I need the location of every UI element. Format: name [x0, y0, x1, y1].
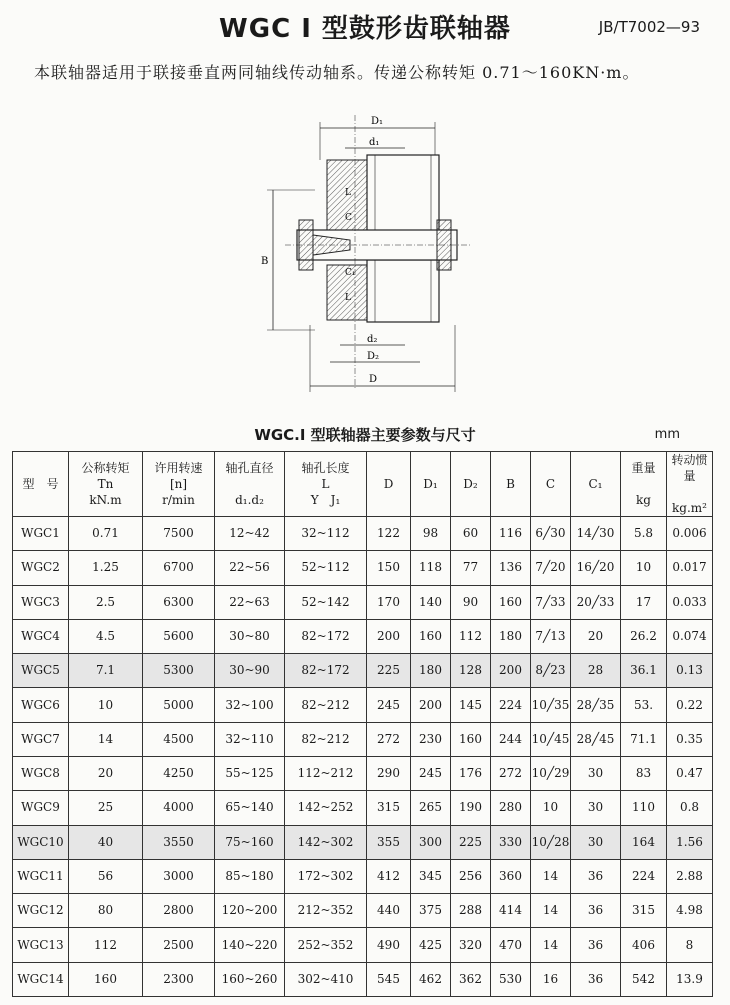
cell-inertia: 0.13	[667, 654, 713, 688]
cell-length: 52~142	[285, 585, 367, 619]
cell-D2: 60	[451, 517, 491, 551]
cell-B: 160	[491, 585, 531, 619]
cell-inertia: 0.35	[667, 722, 713, 756]
table-row	[13, 859, 713, 893]
cell-D1: 265	[411, 791, 451, 825]
cell-torque: 14	[69, 722, 143, 756]
standard-code: JB/T7002—93	[598, 18, 700, 36]
header-B: B	[491, 452, 531, 517]
cell-D2: 145	[451, 688, 491, 722]
cell-D1: 425	[411, 928, 451, 962]
cell-bore: 65~140	[215, 791, 285, 825]
table-row	[13, 551, 713, 585]
header-C: C	[531, 452, 571, 517]
cell-weight: 164	[621, 825, 667, 859]
cell-speed: 7500	[143, 517, 215, 551]
cell-D: 170	[367, 585, 411, 619]
cell-B: 200	[491, 654, 531, 688]
table-row	[13, 654, 713, 688]
cell-speed: 2800	[143, 894, 215, 928]
cell-D1: 200	[411, 688, 451, 722]
cell-length: 212~352	[285, 894, 367, 928]
cell-bore: 30~80	[215, 619, 285, 653]
cell-torque: 112	[69, 928, 143, 962]
cell-D2: 176	[451, 756, 491, 790]
cell-speed: 5300	[143, 654, 215, 688]
cell-torque: 20	[69, 756, 143, 790]
cell-C: 7╱13	[531, 619, 571, 653]
cell-C1: 20╱33	[571, 585, 621, 619]
cell-length: 142~252	[285, 791, 367, 825]
cell-model: WGC11	[13, 859, 69, 893]
cell-D: 200	[367, 619, 411, 653]
table-row	[13, 619, 713, 653]
coupling-drawing	[255, 100, 485, 400]
cell-weight: 83	[621, 756, 667, 790]
cell-length: 172~302	[285, 859, 367, 893]
cell-D1: 462	[411, 962, 451, 996]
cell-inertia: 1.56	[667, 825, 713, 859]
cell-length: 82~212	[285, 722, 367, 756]
cell-model: WGC8	[13, 756, 69, 790]
cell-C1: 16╱20	[571, 551, 621, 585]
cell-C1: 36	[571, 928, 621, 962]
cell-model: WGC6	[13, 688, 69, 722]
cell-C: 10╱28	[531, 825, 571, 859]
cell-model: WGC13	[13, 928, 69, 962]
cell-B: 224	[491, 688, 531, 722]
table-row	[13, 688, 713, 722]
cell-D: 245	[367, 688, 411, 722]
cell-inertia: 0.22	[667, 688, 713, 722]
cell-bore: 32~100	[215, 688, 285, 722]
cell-C1: 30	[571, 791, 621, 825]
cell-model: WGC12	[13, 894, 69, 928]
cell-D1: 245	[411, 756, 451, 790]
cell-inertia: 13.9	[667, 962, 713, 996]
cell-model: WGC5	[13, 654, 69, 688]
cell-C1: 36	[571, 859, 621, 893]
cell-length: 52~112	[285, 551, 367, 585]
cell-C1: 28╱45	[571, 722, 621, 756]
cell-D1: 345	[411, 859, 451, 893]
cell-length: 302~410	[285, 962, 367, 996]
cell-C1: 20	[571, 619, 621, 653]
cell-length: 82~172	[285, 654, 367, 688]
cell-D: 122	[367, 517, 411, 551]
cell-D2: 90	[451, 585, 491, 619]
cell-torque: 1.25	[69, 551, 143, 585]
cell-bore: 120~200	[215, 894, 285, 928]
cell-weight: 110	[621, 791, 667, 825]
header-bore: 轴孔直径 d₁.d₂	[215, 452, 285, 517]
cell-D: 290	[367, 756, 411, 790]
table-row	[13, 928, 713, 962]
cell-model: WGC9	[13, 791, 69, 825]
cell-length: 32~112	[285, 517, 367, 551]
cell-D: 315	[367, 791, 411, 825]
cell-length: 142~302	[285, 825, 367, 859]
table-row	[13, 791, 713, 825]
cell-C1: 30	[571, 825, 621, 859]
header-inertia: 转动惯量 kg.m²	[667, 452, 713, 517]
cell-length: 112~212	[285, 756, 367, 790]
cell-D: 355	[367, 825, 411, 859]
cell-D: 412	[367, 859, 411, 893]
cell-D: 490	[367, 928, 411, 962]
cell-D2: 288	[451, 894, 491, 928]
table-row	[13, 825, 713, 859]
cell-length: 82~172	[285, 619, 367, 653]
header-D1: D₁	[411, 452, 451, 517]
header-weight: 重量 kg	[621, 452, 667, 517]
cell-weight: 5.8	[621, 517, 667, 551]
cell-C: 10	[531, 791, 571, 825]
cell-inertia: 0.033	[667, 585, 713, 619]
cell-D1: 300	[411, 825, 451, 859]
spec-table	[12, 451, 713, 997]
cell-C: 16	[531, 962, 571, 996]
cell-torque: 7.1	[69, 654, 143, 688]
label-d2: d₂	[367, 334, 378, 345]
cell-D: 545	[367, 962, 411, 996]
table-row	[13, 894, 713, 928]
cell-C: 10╱29	[531, 756, 571, 790]
cell-C: 8╱23	[531, 654, 571, 688]
cell-B: 136	[491, 551, 531, 585]
cell-inertia: 8	[667, 928, 713, 962]
label-L-upper: L	[345, 188, 351, 198]
cell-B: 116	[491, 517, 531, 551]
cell-speed: 6700	[143, 551, 215, 585]
description: 本联轴器适用于联接垂直两同轴线传动轴系。传递公称转矩 0.71～160KN·m。	[34, 63, 640, 82]
cell-C: 10╱35	[531, 688, 571, 722]
cell-B: 244	[491, 722, 531, 756]
header-speed: 许用转速 [n] r/min	[143, 452, 215, 517]
cell-weight: 542	[621, 962, 667, 996]
cell-D1: 375	[411, 894, 451, 928]
cell-model: WGC7	[13, 722, 69, 756]
header-C1: C₁	[571, 452, 621, 517]
cell-torque: 80	[69, 894, 143, 928]
cell-D1: 118	[411, 551, 451, 585]
cell-speed: 4000	[143, 791, 215, 825]
cell-weight: 224	[621, 859, 667, 893]
cell-D2: 362	[451, 962, 491, 996]
cell-D2: 320	[451, 928, 491, 962]
header-model: 型 号	[13, 452, 69, 517]
cell-torque: 40	[69, 825, 143, 859]
cell-D2: 112	[451, 619, 491, 653]
cell-weight: 36.1	[621, 654, 667, 688]
cell-model: WGC3	[13, 585, 69, 619]
cell-bore: 30~90	[215, 654, 285, 688]
cell-D: 272	[367, 722, 411, 756]
table-row	[13, 722, 713, 756]
cell-D: 440	[367, 894, 411, 928]
cell-speed: 5600	[143, 619, 215, 653]
cell-B: 530	[491, 962, 531, 996]
cell-D2: 225	[451, 825, 491, 859]
cell-inertia: 0.47	[667, 756, 713, 790]
cell-D2: 160	[451, 722, 491, 756]
header-D: D	[367, 452, 411, 517]
label-B: B	[261, 256, 269, 267]
cell-bore: 12~42	[215, 517, 285, 551]
cell-weight: 71.1	[621, 722, 667, 756]
cell-D2: 77	[451, 551, 491, 585]
cell-C1: 14╱30	[571, 517, 621, 551]
cell-C: 6╱30	[531, 517, 571, 551]
cell-C: 14	[531, 894, 571, 928]
cell-torque: 10	[69, 688, 143, 722]
cell-bore: 160~260	[215, 962, 285, 996]
table-row	[13, 962, 713, 996]
label-D: D	[369, 374, 378, 385]
cell-bore: 32~110	[215, 722, 285, 756]
cell-weight: 10	[621, 551, 667, 585]
cell-inertia: 4.98	[667, 894, 713, 928]
cell-C: 14	[531, 859, 571, 893]
table-row	[13, 585, 713, 619]
cell-B: 330	[491, 825, 531, 859]
cell-bore: 85~180	[215, 859, 285, 893]
cell-bore: 22~56	[215, 551, 285, 585]
cell-model: WGC10	[13, 825, 69, 859]
cell-B: 414	[491, 894, 531, 928]
cell-D1: 160	[411, 619, 451, 653]
cell-B: 360	[491, 859, 531, 893]
cell-model: WGC1	[13, 517, 69, 551]
cell-speed: 6300	[143, 585, 215, 619]
cell-inertia: 0.8	[667, 791, 713, 825]
cell-weight: 17	[621, 585, 667, 619]
label-D2: D₂	[367, 351, 380, 362]
cell-C: 14	[531, 928, 571, 962]
cell-speed: 4250	[143, 756, 215, 790]
cell-speed: 2500	[143, 928, 215, 962]
header-torque: 公称转矩 Tn kN.m	[69, 452, 143, 517]
cell-D2: 256	[451, 859, 491, 893]
cell-speed: 4500	[143, 722, 215, 756]
cell-weight: 53.	[621, 688, 667, 722]
cell-C1: 36	[571, 894, 621, 928]
cell-D2: 190	[451, 791, 491, 825]
cell-bore: 75~160	[215, 825, 285, 859]
header-length: 轴孔长度 L Y J₁	[285, 452, 367, 517]
cell-B: 280	[491, 791, 531, 825]
cell-torque: 4.5	[69, 619, 143, 653]
cell-C1: 30	[571, 756, 621, 790]
cell-model: WGC14	[13, 962, 69, 996]
cell-C: 10╱45	[531, 722, 571, 756]
cell-weight: 406	[621, 928, 667, 962]
label-C1: C₁	[345, 268, 356, 278]
cell-torque: 160	[69, 962, 143, 996]
cell-speed: 3550	[143, 825, 215, 859]
cell-length: 252~352	[285, 928, 367, 962]
header-D2: D₂	[451, 452, 491, 517]
cell-torque: 25	[69, 791, 143, 825]
cell-B: 272	[491, 756, 531, 790]
cell-D1: 180	[411, 654, 451, 688]
cell-torque: 56	[69, 859, 143, 893]
cell-D: 150	[367, 551, 411, 585]
cell-inertia: 0.006	[667, 517, 713, 551]
cell-C1: 28	[571, 654, 621, 688]
table-header-row	[13, 452, 713, 517]
cell-speed: 3000	[143, 859, 215, 893]
label-C: C	[345, 213, 352, 223]
cell-B: 180	[491, 619, 531, 653]
cell-model: WGC4	[13, 619, 69, 653]
label-L-lower: L	[345, 293, 351, 303]
cell-inertia: 2.88	[667, 859, 713, 893]
cell-B: 470	[491, 928, 531, 962]
cell-speed: 2300	[143, 962, 215, 996]
cell-length: 82~212	[285, 688, 367, 722]
page-title: WGC I 型鼓形齿联轴器	[219, 14, 511, 44]
cell-weight: 26.2	[621, 619, 667, 653]
cell-C: 7╱20	[531, 551, 571, 585]
cell-inertia: 0.017	[667, 551, 713, 585]
cell-speed: 5000	[143, 688, 215, 722]
cell-bore: 140~220	[215, 928, 285, 962]
cell-C: 7╱33	[531, 585, 571, 619]
cell-torque: 2.5	[69, 585, 143, 619]
cell-D1: 98	[411, 517, 451, 551]
cell-weight: 315	[621, 894, 667, 928]
cell-bore: 22~63	[215, 585, 285, 619]
label-D1: D₁	[371, 116, 384, 127]
cell-inertia: 0.074	[667, 619, 713, 653]
cell-C1: 36	[571, 962, 621, 996]
cell-torque: 0.71	[69, 517, 143, 551]
cell-C1: 28╱35	[571, 688, 621, 722]
cell-D1: 230	[411, 722, 451, 756]
table-row	[13, 517, 713, 551]
table-title: WGC.I 型联轴器主要参数与尺寸	[254, 426, 476, 444]
table-row	[13, 756, 713, 790]
cell-D: 225	[367, 654, 411, 688]
cell-D1: 140	[411, 585, 451, 619]
cell-D2: 128	[451, 654, 491, 688]
cell-model: WGC2	[13, 551, 69, 585]
table-unit: mm	[654, 427, 680, 442]
cell-bore: 55~125	[215, 756, 285, 790]
label-d1: d₁	[369, 137, 380, 148]
